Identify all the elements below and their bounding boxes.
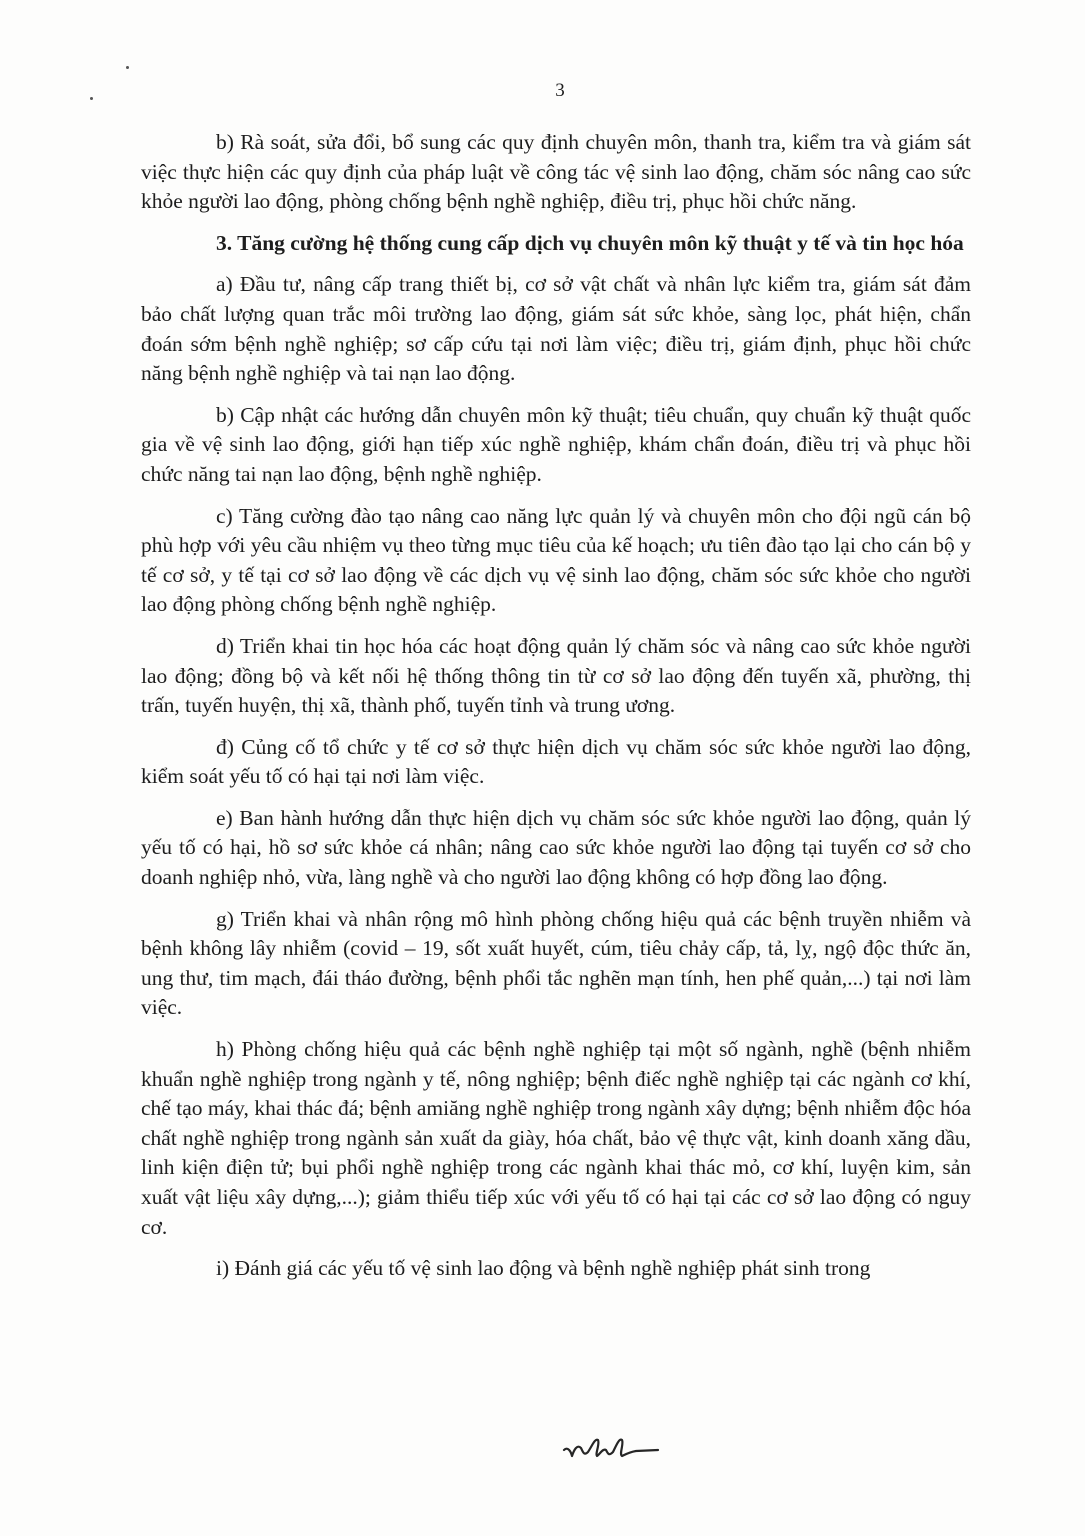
scan-speck [126,66,129,69]
paragraph-c-training: c) Tăng cường đào tạo nâng cao năng lực quản lý và chuyên môn cho đội ngũ cán bộ phù hợp với yêu cầu nhiệm vụ theo từng mục tiêu của kế hoạch; ưu tiên đào tạo lại cho cán bộ y tế cơ sở, y tế tại cơ sở lao động về các dịch vụ vệ sinh lao động, chăm sóc sức khỏe cho người lao động phòng chống bệnh nghề nghiệp. [141,503,971,617]
paragraph-dd-consolidate: đ) Củng cố tổ chức y tế cơ sở thực hiện dịch vụ chăm sóc sức khỏe người lao động, kiểm soát yếu tố có hại tại nơi làm việc. [141,734,971,789]
paragraph-a-invest: a) Đầu tư, nâng cấp trang thiết bị, cơ sở vật chất và nhân lực kiểm tra, giám sát đảm bảo chất lượng quan trắc môi trường lao động, giám sát sức khỏe, sàng lọc, phát hiện, chẩn đoán sớm bệnh nghề nghiệp; sơ cấp cứu tại nơi làm việc; điều trị, giám định, phục hồi chức năng bệnh nghề nghiệp và tai nạn lao động. [141,272,971,386]
paragraph-d-it: d) Triển khai tin học hóa các hoạt động quản lý chăm sóc và nâng cao sức khỏe người lao động; đồng bộ và kết nối hệ thống thông tin từ cơ sở lao động đến tuyến xã, phường, thị trấn, tuyến huyện, thị xã, thành phố, tuyến tỉnh và trung ương. [141,633,971,718]
section-3-heading: 3. Tăng cường hệ thống cung cấp dịch vụ chuyên môn kỹ thuật y tế và tin học hóa [216,230,964,255]
paragraph-h-prevention: h) Phòng chống hiệu quả các bệnh nghề nghiệp tại một số ngành, nghề (bệnh nhiễm khuẩn nghề nghiệp trong ngành y tế, nông nghiệp; bệnh điếc nghề nghiệp tại các ngành cơ khí, chế tạo máy, khai thác đá; bệnh amiăng nghề nghiệp trong ngành xây dựng; bệnh nhiễm độc hóa chất nghề nghiệp trong ngành sản xuất da giày, hóa chất, bảo vệ thực vật, kinh doanh xăng dầu, linh kiện điện tử; bụi phổi nghề nghiệp trong các ngành khai thác mỏ, cơ khí, luyện kim, sản xuất vật liệu xây dựng,...); giảm thiểu tiếp xúc với yếu tố có hại tại các cơ sở lao động có nguy cơ. [141,1037,971,1239]
handwritten-initials [562,1432,662,1468]
paragraph-i-assess: i) Đánh giá các yếu tố vệ sinh lao động và bệnh nghề nghiệp phát sinh trong [216,1256,871,1281]
paragraph-e-guidance: e) Ban hành hướng dẫn thực hiện dịch vụ chăm sóc sức khỏe người lao động, quản lý yếu tố có hại, hồ sơ sức khỏe cá nhân; nâng cao sức khỏe người lao động tại tuyến cơ sở cho doanh nghiệp nhỏ, vừa, làng nghề và cho người lao động không có hợp đồng lao động. [141,805,971,890]
document-body [141,128,971,1296]
paragraph-g-model: g) Triển khai và nhân rộng mô hình phòng chống hiệu quả các bệnh truyền nhiễm và bệnh không lây nhiễm (covid – 19, sốt xuất huyết, cúm, tiêu chảy cấp, tả, lỵ, ngộ độc thức ăn, ung thư, tim mạch, đái tháo đường, bệnh phổi tắc nghẽn mạn tính, hen phế quản,...) tại nơi làm việc. [141,906,971,1020]
page-number: 3 [555,80,565,101]
paragraph-b-review: b) Rà soát, sửa đổi, bổ sung các quy định chuyên môn, thanh tra, kiểm tra và giám sát việc thực hiện các quy định của pháp luật về công tác vệ sinh lao động, chăm sóc nâng cao sức khỏe người lao động, phòng chống bệnh nghề nghiệp, điều trị, phục hồi chức năng. [141,130,971,214]
paragraph-b-update: b) Cập nhật các hướng dẫn chuyên môn kỹ thuật; tiêu chuẩn, quy chuẩn kỹ thuật quốc gia về vệ sinh lao động, giới hạn tiếp xúc nghề nghiệp, khám chẩn đoán, điều trị và phục hồi chức năng tai nạn lao động, bệnh nghề nghiệp. [141,402,971,486]
